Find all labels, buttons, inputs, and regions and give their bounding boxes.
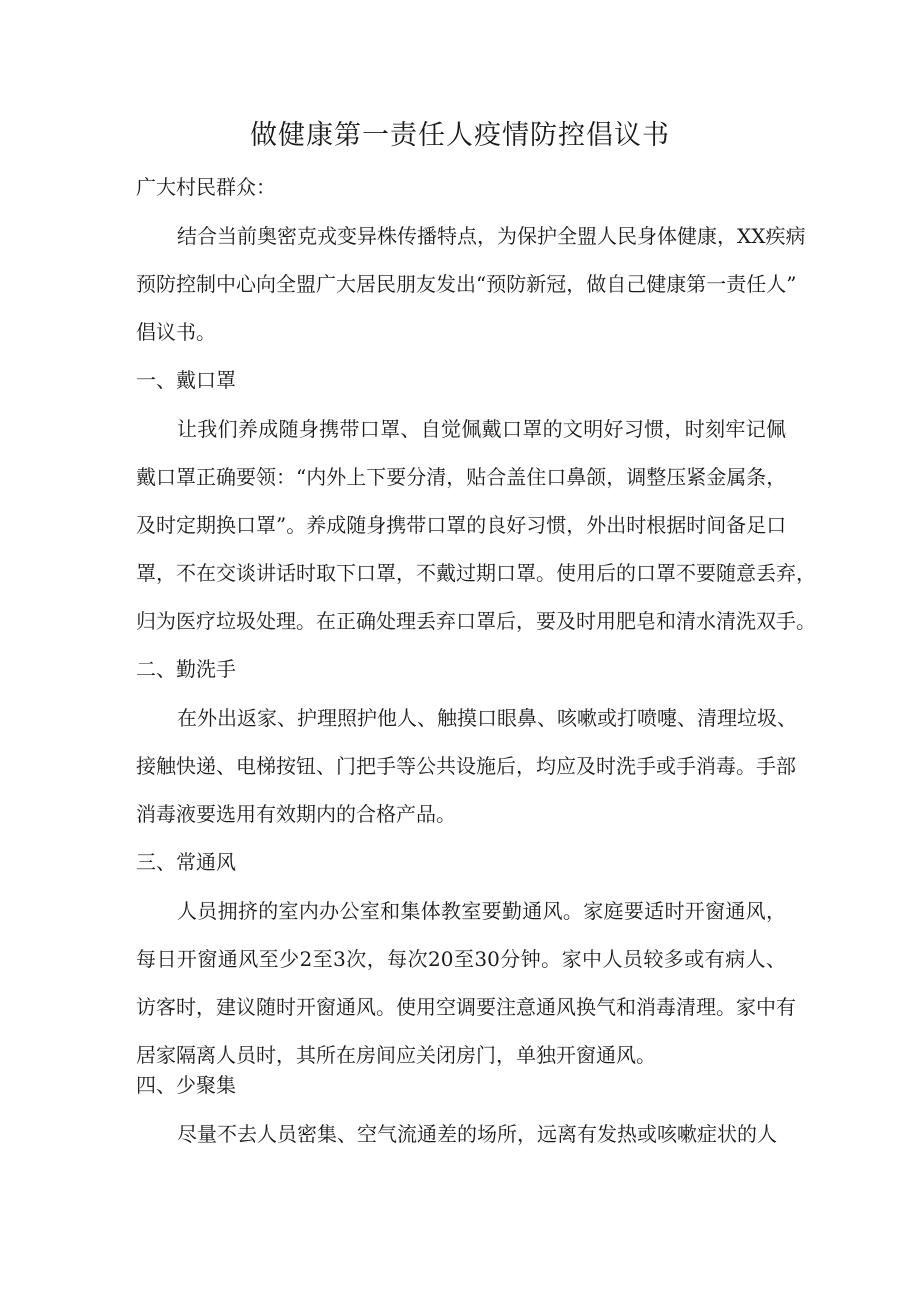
- section-line: 让我们养成随身携带口罩、自觉佩戴口罩的文明好习惯，时刻牢记佩: [177, 417, 786, 441]
- section-line: 消毒液要选用有效期内的合格产品。: [136, 802, 456, 826]
- intro-line: 预防控制中心向全盟广大居民朋友发出“预防新冠，做自己健康第一责任人”: [136, 272, 797, 296]
- section-line: 接触快递、电梯按钮、门把手等公共设施后，均应及时洗手或手消毒。手部: [136, 754, 796, 778]
- section-line: 尽量不去人员密集、空气流通差的场所，远离有发热或咳嗽症状的人: [177, 1122, 777, 1146]
- intro-line: 结合当前奥密克戎变异株传播特点，为保护全盟人民身体健康，XX疾病: [177, 224, 806, 248]
- section-heading-ventilation: 三、常通风: [136, 850, 236, 874]
- salutation: 广大村民群众：: [136, 175, 276, 199]
- section-heading-mask: 一、戴口罩: [136, 368, 236, 392]
- section-line: 在外出返家、护理照护他人、触摸口眼鼻、咳嗽或打喷嚏、清理垃圾、: [177, 706, 797, 730]
- section-line: 居家隔离人员时，其所在房间应关闭房门，单独开窗通风。: [136, 1043, 656, 1067]
- section-line: 及时定期换口罩”。养成随身携带口罩的良好习惯，外出时根据时间备足口: [136, 513, 787, 537]
- section-heading-handwash: 二、勤洗手: [136, 657, 236, 681]
- section-line: 每日开窗通风至少2至3次，每次20至30分钟。家中人员较多或有病人、: [136, 947, 786, 971]
- document-title: 做健康第一责任人疫情防控倡议书: [250, 120, 670, 151]
- intro-line: 倡议书。: [136, 320, 216, 344]
- section-line: 访客时，建议随时开窗通风。使用空调要注意通风换气和消毒清理。家中有: [136, 995, 796, 1019]
- section-line: 罩，不在交谈讲话时取下口罩，不戴过期口罩。使用后的口罩不要随意丢弃，: [136, 561, 816, 585]
- section-line: 人员拥挤的室内办公室和集体教室要勤通风。家庭要适时开窗通风，: [177, 899, 786, 923]
- section-line: 戴口罩正确要领：“内外上下要分清，贴合盖住口鼻颌，调整压紧金属条，: [136, 465, 787, 489]
- section-heading-gathering: 四、少聚集: [136, 1073, 236, 1097]
- section-line: 归为医疗垃圾处理。在正确处理丢弃口罩后，要及时用肥皂和清水清洗双手。: [136, 609, 816, 633]
